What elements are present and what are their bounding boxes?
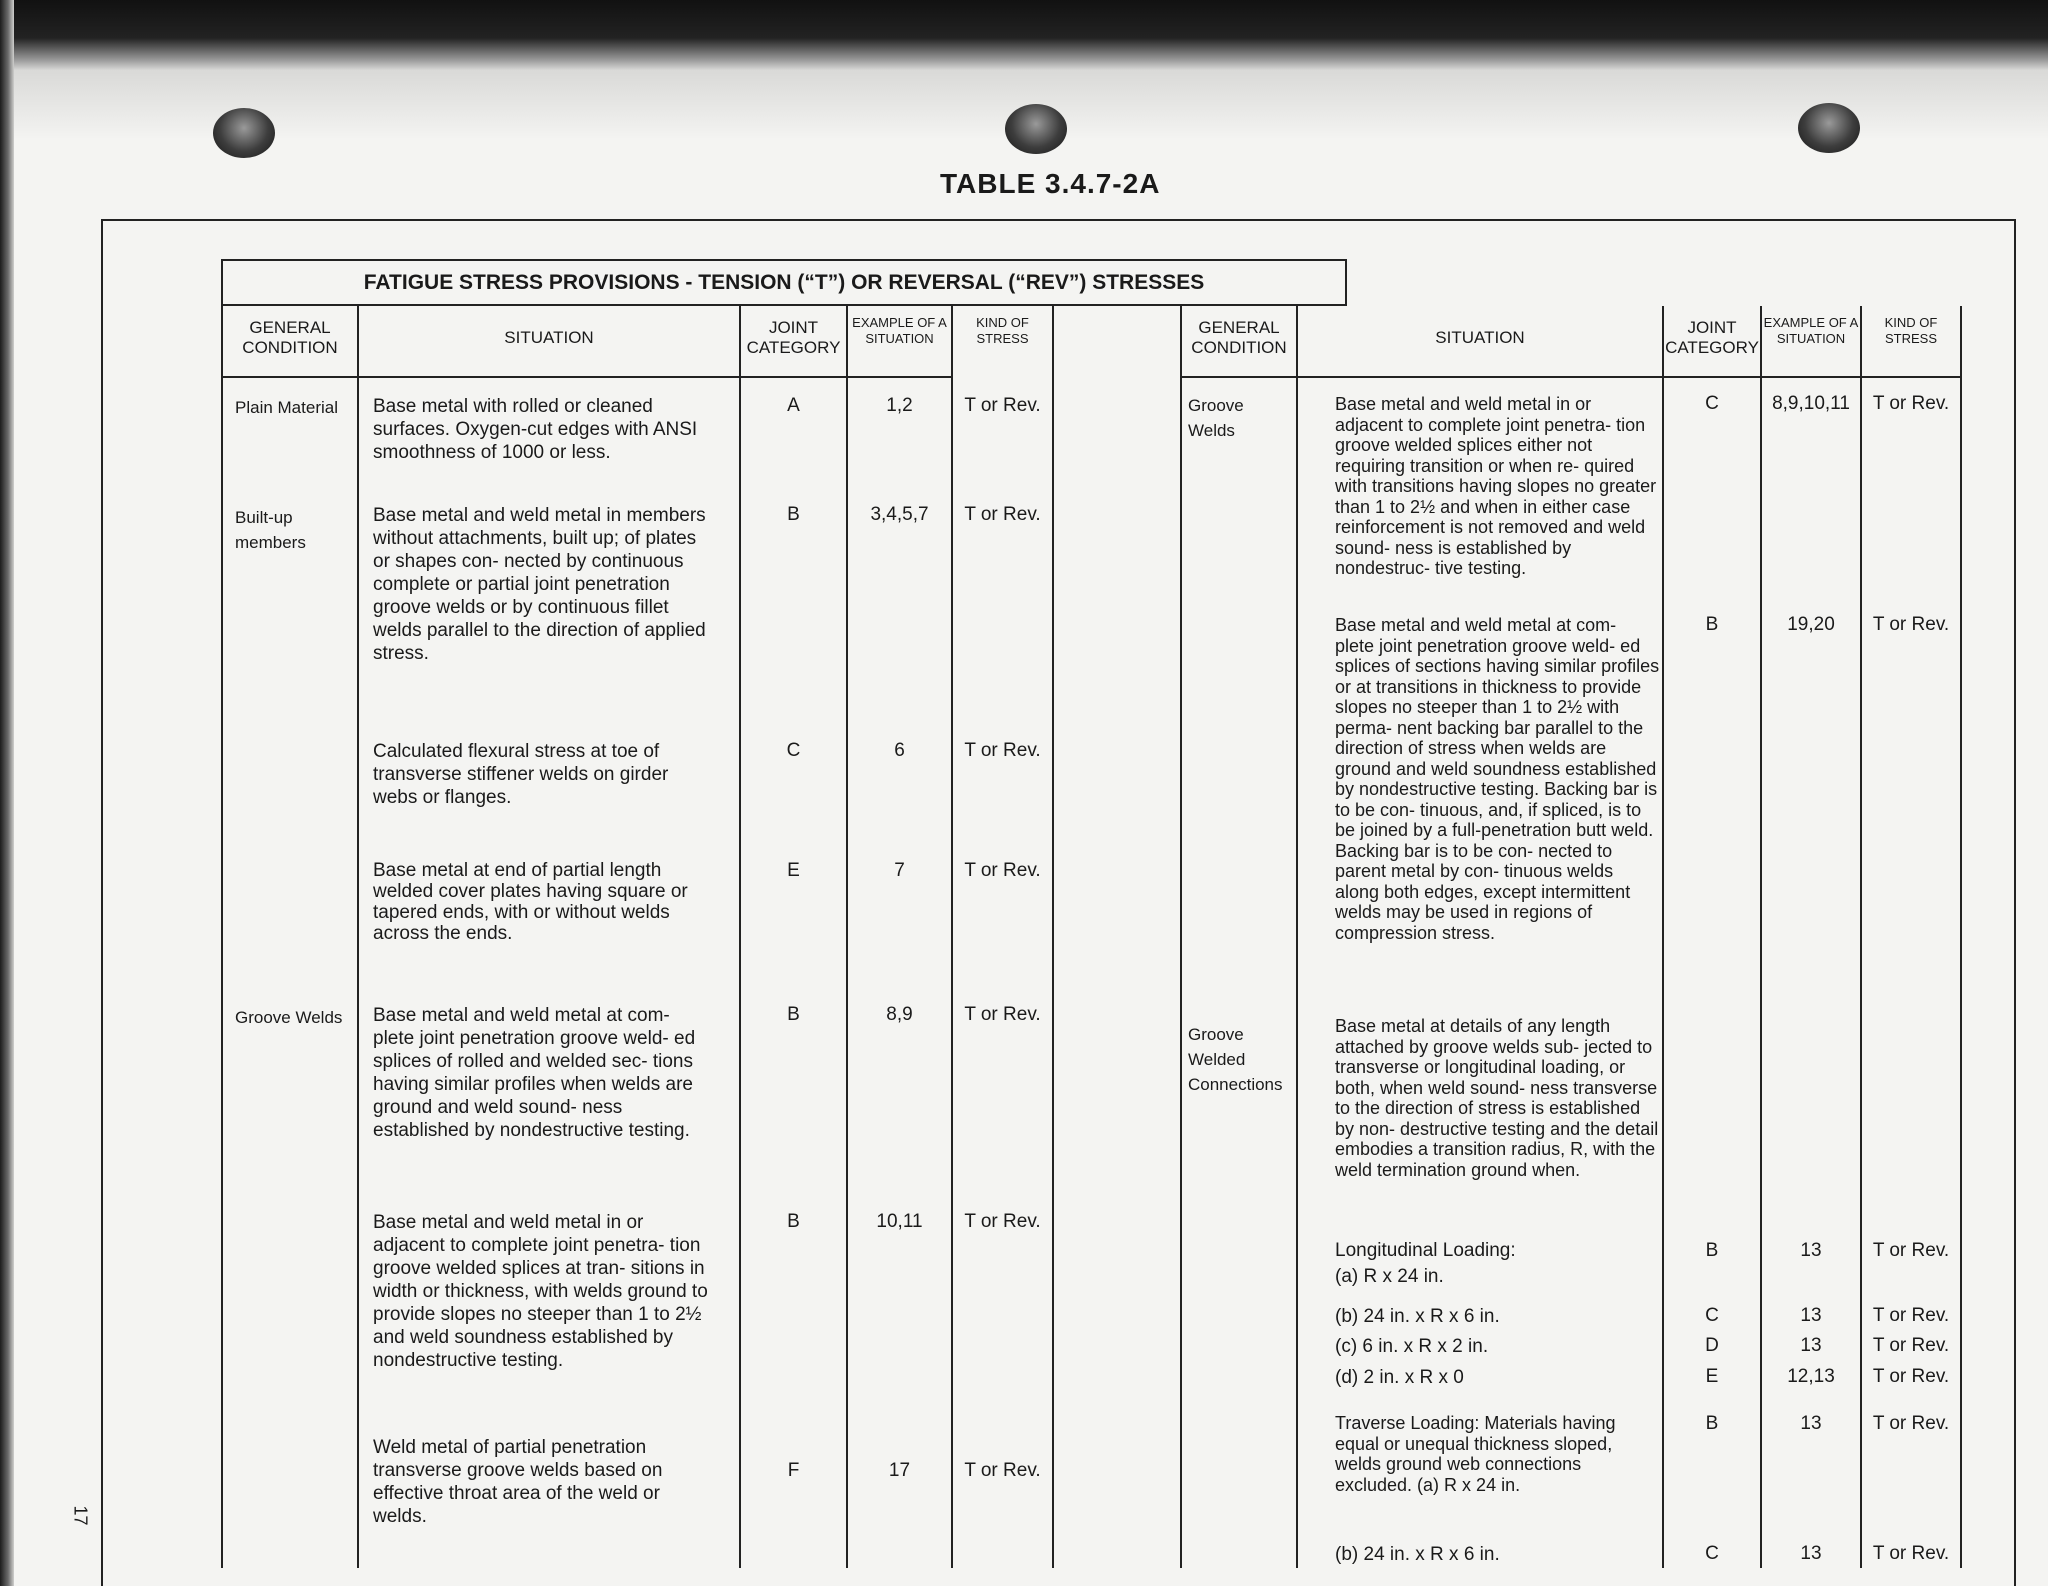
column-rule xyxy=(357,306,359,1568)
situation-text: Base metal and weld metal in or adjacent to complete joint penetra- tion groove welded splices either not requiring transition or when re- quired with transitions having slopes no greater than 1 to 2½ and when in either case reinforcement is not removed and weld sound- ness is established by nondestruc- tive testing. xyxy=(1335,394,1657,578)
kind-of-stress: T or Rev. xyxy=(964,860,1041,881)
situation-text: Traverse Loading: Materials having equal or unequal thickness sloped, welds ground web connections excluded. (a) R x 24 in. xyxy=(1335,1413,1616,1495)
scan-left-edge xyxy=(0,0,14,1586)
kind-of-stress: T or Rev. xyxy=(964,1211,1041,1232)
table-title: TABLE 3.4.7-2A xyxy=(940,168,1161,199)
kind-of-stress: T or Rev. xyxy=(1872,1335,1950,1356)
page-number: 17 xyxy=(70,1505,91,1526)
joint-category: A xyxy=(787,395,800,416)
frame-border xyxy=(2014,219,2016,1586)
condition-label: Plain Material xyxy=(235,398,338,417)
header-example: EXAMPLE OF A SITUATION xyxy=(852,315,947,346)
column-rule xyxy=(951,306,953,1568)
situation-text: (c) 6 in. x R x 2 in. xyxy=(1335,1336,1489,1357)
column-rule xyxy=(1052,306,1054,1568)
example-number: 19,20 xyxy=(1787,614,1835,635)
joint-category: C xyxy=(1705,1305,1719,1326)
kind-of-stress: T or Rev. xyxy=(964,1004,1041,1025)
header-joint-category: JOINT CATEGORY xyxy=(1665,318,1759,358)
situation-text: Base metal and weld metal in or adjacent to complete joint penetra- tion groove welded splices at tran- sitions in width or thickness, with welds ground to provide slopes no steeper than 1 to 2½ and weld soundness established by nondestructive testing. xyxy=(373,1212,708,1371)
header-joint-category: JOINT CATEGORY xyxy=(746,318,841,358)
column-rule xyxy=(1960,306,1962,1568)
scan-top-edge xyxy=(0,0,2048,70)
example-number: 12,13 xyxy=(1787,1366,1835,1387)
column-rule xyxy=(1296,306,1298,1568)
joint-category: B xyxy=(1705,1240,1719,1261)
joint-category: D xyxy=(1705,1335,1719,1356)
column-rule xyxy=(846,306,848,1568)
header-rule xyxy=(1180,376,1962,378)
example-number: 13 xyxy=(1800,1335,1822,1356)
joint-category: C xyxy=(786,740,801,761)
kind-of-stress: T or Rev. xyxy=(1872,1413,1950,1434)
example-number: 1,2 xyxy=(886,395,913,416)
joint-category: F xyxy=(787,1460,800,1481)
condition-label: Groove Welds xyxy=(235,1008,343,1027)
table-banner: FATIGUE STRESS PROVISIONS - TENSION (“T”) OR REVERSAL (“REV”) STRESSES xyxy=(221,259,1347,306)
situation-text: Calculated flexural stress at toe of transverse stiffener welds on girder webs or flanges. xyxy=(373,741,669,808)
joint-category: C xyxy=(1705,1543,1719,1564)
kind-of-stress: T or Rev. xyxy=(1872,1305,1950,1326)
example-number: 13 xyxy=(1800,1413,1822,1434)
kind-of-stress: T or Rev. xyxy=(1872,393,1950,414)
example-number: 3,4,5,7 xyxy=(870,504,929,525)
situation-text: Base metal and weld metal at com- plete joint penetration groove weld- ed splices of rolled and welded sec- tions having similar profiles when welds are ground and weld sound- ness established by nondestructive testing. xyxy=(373,1005,696,1141)
example-number: 13 xyxy=(1800,1305,1822,1326)
example-number: 7 xyxy=(894,860,905,881)
situation-text: Base metal at end of partial length welded cover plates having square or tapered ends, with or without welds across the ends. xyxy=(373,860,688,944)
kind-of-stress: T or Rev. xyxy=(1872,1240,1950,1261)
joint-category: E xyxy=(1705,1366,1719,1387)
example-number: 17 xyxy=(888,1460,911,1481)
joint-category: B xyxy=(1705,1413,1719,1434)
binder-hole-icon xyxy=(213,108,275,158)
joint-category: E xyxy=(787,860,800,881)
joint-category: B xyxy=(787,1004,800,1025)
situation-text: Base metal at details of any length attached by groove welds sub- jected to transverse or longitudinal loading, or both, when weld sound- ness transverse to the direction of stress is established by non- destructive testing and the detail embodies a transition radius, R, with the weld termination ground when. xyxy=(1335,1016,1659,1180)
example-number: 6 xyxy=(894,740,905,761)
kind-of-stress: T or Rev. xyxy=(964,504,1041,525)
header-example: EXAMPLE OF A SITUATION xyxy=(1763,315,1859,346)
column-rule xyxy=(739,306,741,1568)
header-kind: KIND OF STRESS xyxy=(976,315,1029,346)
situation-text: Base metal and weld metal in members without attachments, built up; of plates or shapes con- nected by continuous complete or partial joint penetration groove welds or by continuous fillet welds parallel to the direction of applied stress. xyxy=(373,505,706,664)
example-number: 10,11 xyxy=(876,1211,923,1232)
joint-category: C xyxy=(1705,393,1719,414)
condition-label: Groove Welded Connections xyxy=(1188,1025,1283,1094)
situation-text: (b) 24 in. x R x 6 in. xyxy=(1335,1306,1500,1327)
header-kind: KIND OF STRESS xyxy=(1884,315,1938,346)
joint-category: B xyxy=(1705,614,1719,635)
example-number: 8,9 xyxy=(886,1004,913,1025)
joint-category: B xyxy=(787,504,800,525)
example-number: 13 xyxy=(1800,1240,1822,1261)
kind-of-stress: T or Rev. xyxy=(1872,614,1950,635)
kind-of-stress: T or Rev. xyxy=(964,740,1041,761)
situation-text: Base metal and weld metal at com- plete joint penetration groove weld- ed splices of sections having similar profiles or at transitions in thickness to provide slopes no steeper than 1 to 2½ with perma- nent backing bar parallel to the direction of stress when welds are ground and weld soundness established by nondestructive testing. Backing bar is to be con- tinuous, and, if spliced, is to be joined by a full-penetration butt weld. Backing bar is to be con- nected to parent metal by con- tinuous welds along both edges, except intermittent welds may be used in regions of compression stress. xyxy=(1335,615,1660,943)
situation-text: (b) 24 in. x R x 6 in. xyxy=(1335,1544,1500,1565)
kind-of-stress: T or Rev. xyxy=(964,395,1041,416)
header-situation: SITUATION xyxy=(504,328,594,347)
header-general-condition: GENERAL CONDITION xyxy=(242,318,338,358)
situation-text: Base metal with rolled or cleaned surfaces. Oxygen-cut edges with ANSI smoothness of 1000 or less. xyxy=(373,396,698,463)
header-general-condition: GENERAL CONDITION xyxy=(1191,318,1287,358)
frame-border xyxy=(101,219,103,1586)
situation-text: Weld metal of partial penetration transverse groove welds based on effective throat area of the weld or welds. xyxy=(373,1437,663,1527)
condition-label: Built-up members xyxy=(235,508,306,552)
column-rule xyxy=(221,306,223,1568)
situation-text: (a) R x 24 in. xyxy=(1335,1266,1444,1287)
situation-text: (d) 2 in. x R x 0 xyxy=(1335,1367,1464,1388)
frame-border xyxy=(101,219,2016,221)
kind-of-stress: T or Rev. xyxy=(964,1460,1041,1481)
example-number: 13 xyxy=(1800,1543,1822,1564)
joint-category: B xyxy=(787,1211,800,1232)
situation-text: Longitudinal Loading: xyxy=(1335,1240,1516,1261)
kind-of-stress: T or Rev. xyxy=(1872,1543,1950,1564)
header-rule xyxy=(221,376,953,378)
binder-hole-icon xyxy=(1798,103,1860,153)
example-number: 8,9,10,11 xyxy=(1772,393,1850,414)
condition-label: Groove Welds xyxy=(1188,396,1244,440)
column-rule xyxy=(1180,306,1182,1568)
header-situation: SITUATION xyxy=(1435,328,1525,347)
binder-hole-icon xyxy=(1005,104,1067,154)
kind-of-stress: T or Rev. xyxy=(1872,1366,1950,1387)
